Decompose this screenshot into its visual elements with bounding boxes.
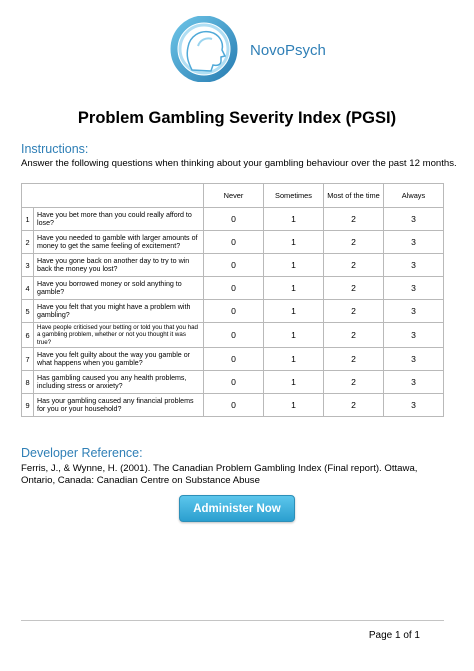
- row-number: 2: [22, 231, 34, 254]
- score-always[interactable]: 3: [384, 394, 444, 417]
- question-text: Have you felt that you might have a problem with gambling?: [34, 300, 204, 323]
- score-never[interactable]: 0: [204, 254, 264, 277]
- row-number: 4: [22, 277, 34, 300]
- score-most-of-the-time[interactable]: 2: [324, 394, 384, 417]
- score-always[interactable]: 3: [384, 208, 444, 231]
- administer-now-button[interactable]: Administer Now: [179, 495, 295, 522]
- row-number: 5: [22, 300, 34, 323]
- score-never[interactable]: 0: [204, 371, 264, 394]
- table-row: [22, 231, 444, 254]
- score-always[interactable]: 3: [384, 323, 444, 348]
- row-number: 8: [22, 371, 34, 394]
- score-always[interactable]: 3: [384, 371, 444, 394]
- question-text: Have you needed to gamble with larger amounts of money to get the same feeling of excitement?: [34, 231, 204, 254]
- score-never[interactable]: 0: [204, 300, 264, 323]
- header-never: Never: [204, 184, 264, 208]
- score-always[interactable]: 3: [384, 231, 444, 254]
- score-always[interactable]: 3: [384, 300, 444, 323]
- head-profile-logo-icon: [164, 16, 244, 82]
- score-always[interactable]: 3: [384, 277, 444, 300]
- table-row: [22, 277, 444, 300]
- table-row: [22, 348, 444, 371]
- question-text: Have people criticised your betting or told you that you had a gambling problem, whether or not you thought it was true?: [34, 323, 204, 348]
- question-text: Have you borrowed money or sold anything to gamble?: [34, 277, 204, 300]
- question-text: Have you gone back on another day to try to win back the money you lost?: [34, 254, 204, 277]
- brand-name: NovoPsych: [250, 42, 326, 59]
- score-most-of-the-time[interactable]: 2: [324, 300, 384, 323]
- score-sometimes[interactable]: 1: [264, 323, 324, 348]
- row-number: 6: [22, 323, 34, 348]
- header-most-of-the-time: Most of the time: [324, 184, 384, 208]
- score-sometimes[interactable]: 1: [264, 254, 324, 277]
- row-number: 7: [22, 348, 34, 371]
- score-never[interactable]: 0: [204, 231, 264, 254]
- row-number: 3: [22, 254, 34, 277]
- score-never[interactable]: 0: [204, 348, 264, 371]
- score-never[interactable]: 0: [204, 394, 264, 417]
- score-most-of-the-time[interactable]: 2: [324, 371, 384, 394]
- score-never[interactable]: 0: [204, 277, 264, 300]
- page-title: Problem Gambling Severity Index (PGSI): [77, 109, 397, 127]
- table-header-row: [22, 184, 444, 208]
- score-sometimes[interactable]: 1: [264, 394, 324, 417]
- score-always[interactable]: 3: [384, 254, 444, 277]
- score-most-of-the-time[interactable]: 2: [324, 348, 384, 371]
- header-always: Always: [384, 184, 444, 208]
- table-row: [22, 254, 444, 277]
- developer-reference-text: Ferris, J., & Wynne, H. (2001). The Canadian Problem Gambling Index (Final report). Ottawa, Ontario, Canada: Canadian Centre on Substance Abuse: [21, 463, 418, 486]
- question-text: Have you felt guilty about the way you gamble or what happens when you gamble?: [34, 348, 204, 371]
- score-sometimes[interactable]: 1: [264, 231, 324, 254]
- score-most-of-the-time[interactable]: 2: [324, 254, 384, 277]
- header-sometimes: Sometimes: [264, 184, 324, 208]
- row-number: 9: [22, 394, 34, 417]
- question-text: Has gambling caused you any health problems, including stress or anxiety?: [34, 371, 204, 394]
- score-most-of-the-time[interactable]: 2: [324, 277, 384, 300]
- table-row: [22, 300, 444, 323]
- score-sometimes[interactable]: 1: [264, 371, 324, 394]
- developer-reference-heading: Developer Reference:: [21, 446, 143, 460]
- score-most-of-the-time[interactable]: 2: [324, 208, 384, 231]
- row-number: 1: [22, 208, 34, 231]
- score-sometimes[interactable]: 1: [264, 277, 324, 300]
- question-text: Has your gambling caused any financial problems for you or your household?: [34, 394, 204, 417]
- instructions-heading: Instructions:: [21, 142, 89, 156]
- table-row: [22, 323, 444, 348]
- instructions-text: Answer the following questions when thinking about your gambling behaviour over the past 12 months.: [21, 158, 457, 169]
- score-sometimes[interactable]: 1: [264, 300, 324, 323]
- question-text: Have you bet more than you could really afford to lose?: [34, 208, 204, 231]
- score-always[interactable]: 3: [384, 348, 444, 371]
- score-never[interactable]: 0: [204, 323, 264, 348]
- table-row: [22, 208, 444, 231]
- table-row: [22, 394, 444, 417]
- page-number: Page 1 of 1: [368, 630, 420, 641]
- table-row: [22, 371, 444, 394]
- score-sometimes[interactable]: 1: [264, 348, 324, 371]
- score-most-of-the-time[interactable]: 2: [324, 323, 384, 348]
- score-sometimes[interactable]: 1: [264, 208, 324, 231]
- header-blank-cell: [22, 184, 204, 208]
- score-never[interactable]: 0: [204, 208, 264, 231]
- score-most-of-the-time[interactable]: 2: [324, 231, 384, 254]
- pgsi-table: [21, 183, 444, 417]
- footer-divider: [21, 620, 444, 621]
